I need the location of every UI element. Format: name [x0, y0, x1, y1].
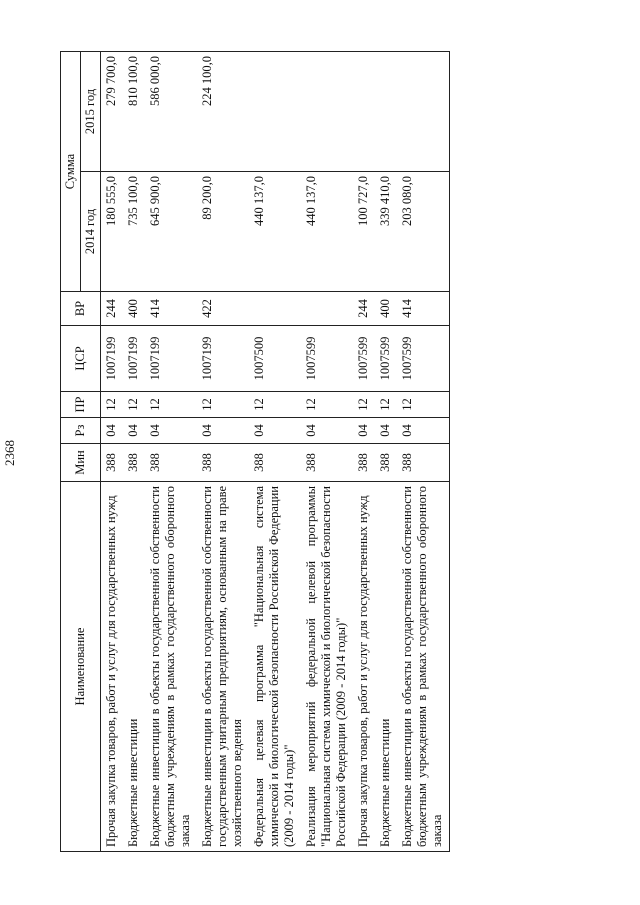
- row-csr: 1007599: [375, 326, 397, 392]
- row-name: Бюджетные инвестиции в объекты государственной собственности бюджетным учреждениям в рамках государственного оборонного заказа: [397, 482, 450, 852]
- row-2015: 810 100,0: [123, 52, 145, 172]
- header-rz: Рз: [61, 418, 101, 444]
- row-vr: 400: [123, 292, 145, 326]
- rotated-sheet: [60, 52, 600, 852]
- row-pr: 12: [249, 392, 301, 418]
- row-2014: 735 100,0: [123, 172, 145, 292]
- row-rz: 04: [249, 418, 301, 444]
- row-vr: 400: [375, 292, 397, 326]
- row-2014: 180 555,0: [101, 172, 124, 292]
- page-number: [0, 441, 20, 465]
- header-name: Наименование: [61, 482, 101, 852]
- row-2015: [249, 52, 301, 172]
- row-name: Прочая закупка товаров, работ и услуг для государственных нужд: [101, 482, 124, 852]
- table-row: [301, 52, 353, 852]
- row-rz: 04: [397, 418, 450, 444]
- header-vr: ВР: [61, 292, 101, 326]
- row-min: 388: [123, 444, 145, 482]
- row-pr: 12: [301, 392, 353, 418]
- page-number-text: 2368: [2, 440, 17, 466]
- row-name: Федеральная целевая программа "Национальная система химической и биологической безопасности Российской Федерации (2009 - 2014 годы)": [249, 482, 301, 852]
- row-name: Бюджетные инвестиции: [123, 482, 145, 852]
- budget-table: [60, 51, 450, 852]
- row-2014: 203 080,0: [397, 172, 450, 292]
- row-vr: 414: [397, 292, 450, 326]
- row-rz: 04: [353, 418, 375, 444]
- row-vr: 414: [145, 292, 197, 326]
- header-min: Мин: [61, 444, 101, 482]
- header-pr: ПР: [61, 392, 101, 418]
- table-row: [249, 52, 301, 852]
- header-sum: Сумма: [61, 52, 81, 292]
- row-pr: 12: [101, 392, 124, 418]
- row-vr: 422: [197, 292, 249, 326]
- header-year-2014: 2014 год: [81, 172, 101, 292]
- row-2014: 89 200,0: [197, 172, 249, 292]
- row-name: Бюджетные инвестиции: [375, 482, 397, 852]
- row-vr: 244: [353, 292, 375, 326]
- row-min: 388: [197, 444, 249, 482]
- row-2015: 586 000,0: [145, 52, 197, 172]
- row-min: 388: [145, 444, 197, 482]
- table-row: [123, 52, 145, 852]
- row-min: 388: [101, 444, 124, 482]
- row-name: Бюджетные инвестиции в объекты государственной собственности бюджетным учреждениям в рамках государственного оборонного заказа: [145, 482, 197, 852]
- row-pr: 12: [375, 392, 397, 418]
- row-vr: [249, 292, 301, 326]
- row-name: Реализация мероприятий федеральной целевой программы "Национальная система химической и биологической безопасности Российской Федерации (2009 - 2014 годы)": [301, 482, 353, 852]
- row-rz: 04: [301, 418, 353, 444]
- table-row: [375, 52, 397, 852]
- row-2014: 339 410,0: [375, 172, 397, 292]
- table-row: [397, 52, 450, 852]
- row-2014: 440 137,0: [249, 172, 301, 292]
- row-min: 388: [353, 444, 375, 482]
- row-2015: [375, 52, 397, 172]
- row-2014: 645 900,0: [145, 172, 197, 292]
- row-csr: 1007599: [301, 326, 353, 392]
- row-2015: [353, 52, 375, 172]
- header-year-2015: 2015 год: [81, 52, 101, 172]
- row-rz: 04: [197, 418, 249, 444]
- row-rz: 04: [101, 418, 124, 444]
- row-pr: 12: [353, 392, 375, 418]
- row-csr: 1007199: [145, 326, 197, 392]
- row-csr: 1007199: [197, 326, 249, 392]
- row-2014: 100 727,0: [353, 172, 375, 292]
- row-name: Бюджетные инвестиции в объекты государственной собственности государственным унитарным предприятиям, основанным на праве хозяйственного ведения: [197, 482, 249, 852]
- row-2015: 279 700,0: [101, 52, 124, 172]
- row-rz: 04: [375, 418, 397, 444]
- row-2014: 440 137,0: [301, 172, 353, 292]
- header-row-1: [61, 52, 81, 852]
- row-csr: 1007599: [397, 326, 450, 392]
- row-csr: 1007500: [249, 326, 301, 392]
- row-2015: [397, 52, 450, 172]
- row-csr: 1007599: [353, 326, 375, 392]
- table-row: [353, 52, 375, 852]
- table-row: [101, 52, 124, 852]
- row-2015: 224 100,0: [197, 52, 249, 172]
- row-pr: 12: [197, 392, 249, 418]
- row-pr: 12: [145, 392, 197, 418]
- row-csr: 1007199: [101, 326, 124, 392]
- row-min: 388: [375, 444, 397, 482]
- row-min: 388: [301, 444, 353, 482]
- row-pr: 12: [123, 392, 145, 418]
- table-row: [197, 52, 249, 852]
- row-min: 388: [397, 444, 450, 482]
- row-rz: 04: [123, 418, 145, 444]
- row-csr: 1007199: [123, 326, 145, 392]
- row-name: Прочая закупка товаров, работ и услуг для государственных нужд: [353, 482, 375, 852]
- row-vr: 244: [101, 292, 124, 326]
- header-csr: ЦСР: [61, 326, 101, 392]
- row-min: 388: [249, 444, 301, 482]
- table-row: [145, 52, 197, 852]
- row-rz: 04: [145, 418, 197, 444]
- row-2015: [301, 52, 353, 172]
- row-vr: [301, 292, 353, 326]
- row-pr: 12: [397, 392, 450, 418]
